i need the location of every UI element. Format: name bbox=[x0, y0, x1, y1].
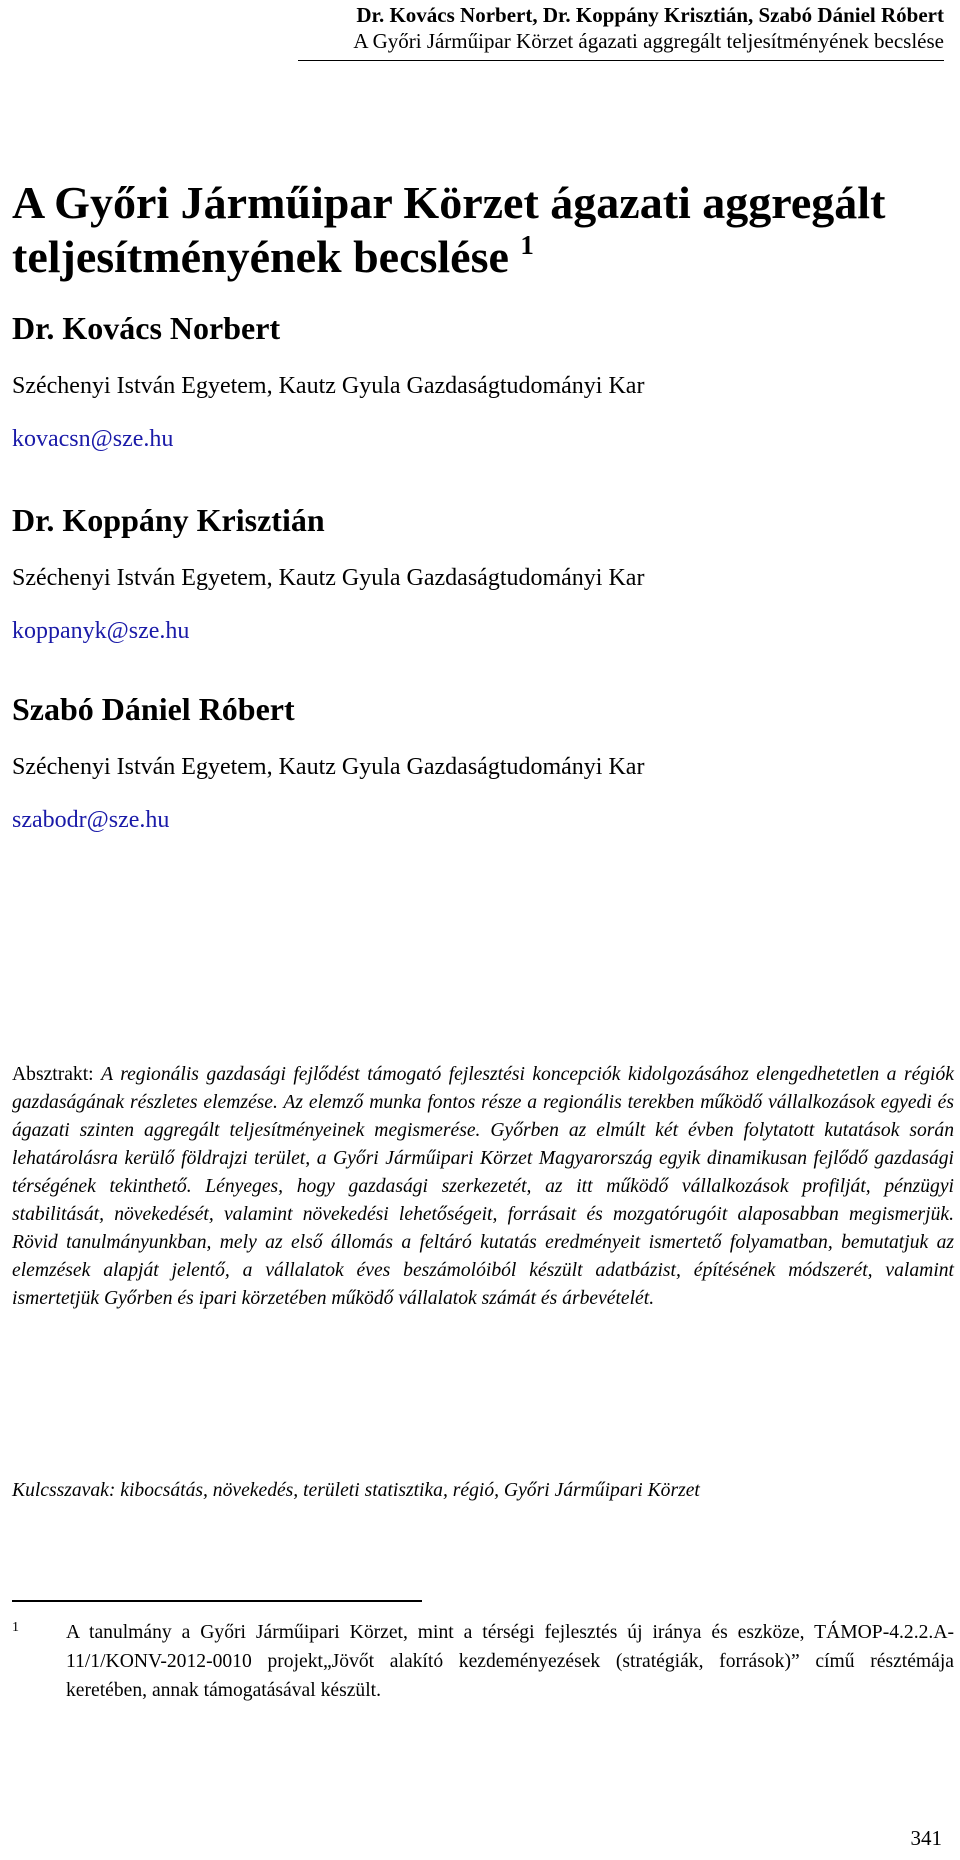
author-email-link[interactable]: kovacsn@sze.hu bbox=[12, 426, 174, 452]
running-header-authors: Dr. Kovács Norbert, Dr. Koppány Krisztián, Szabó Dániel Róbert bbox=[356, 3, 944, 27]
abstract bbox=[12, 1061, 954, 1313]
author-affiliation: Széchenyi István Egyetem, Kautz Gyula Gazdaságtudományi Kar bbox=[12, 373, 645, 399]
author-block-koppany bbox=[12, 500, 644, 646]
keywords: Kulcsszavak: kibocsátás, növekedés, területi statisztika, régió, Győri Járműipari Körzet bbox=[12, 1480, 700, 1501]
title-footnote-mark[interactable]: 1 bbox=[520, 230, 534, 260]
author-name: Dr. Kovács Norbert bbox=[12, 310, 281, 346]
paper-title bbox=[12, 176, 942, 284]
author-affiliation: Széchenyi István Egyetem, Kautz Gyula Gazdaságtudományi Kar bbox=[12, 565, 645, 591]
footnote-mark: 1 bbox=[12, 1620, 19, 1635]
author-affiliation: Széchenyi István Egyetem, Kautz Gyula Gazdaságtudományi Kar bbox=[12, 754, 645, 780]
author-email-link[interactable]: szabodr@sze.hu bbox=[12, 807, 170, 833]
running-header bbox=[353, 2, 944, 54]
running-header-title: A Győri Járműipar Körzet ágazati aggregált teljesítményének becslése bbox=[353, 29, 944, 53]
author-name: Dr. Koppány Krisztián bbox=[12, 502, 325, 538]
footnote-text: A tanulmány a Győri Járműipari Körzet, mint a térségi fejlesztés új iránya és eszköze, TÁMOP-4.2.2.A-11/1/KONV-2012-0010 projekt„Jövőt alakító kezdeményezések (stratégiák, források)” című résztémája keretében, annak támogatásával készült. bbox=[66, 1622, 954, 1701]
page-number: 341 bbox=[910, 1826, 942, 1850]
footnote-divider bbox=[12, 1600, 422, 1602]
paper-title-text: A Győri Járműipar Körzet ágazati aggregált teljesítményének becslése bbox=[12, 177, 886, 282]
footnote bbox=[12, 1618, 954, 1705]
author-email-link[interactable]: koppanyk@sze.hu bbox=[12, 618, 190, 644]
author-block-kovacs bbox=[12, 308, 644, 454]
abstract-label: Absztrakt: bbox=[12, 1064, 94, 1085]
header-divider bbox=[298, 60, 944, 61]
author-block-szabo bbox=[12, 689, 644, 835]
abstract-text: A regionális gazdasági fejlődést támogató fejlesztési koncepciók kidolgozásához elengedhetetlen a régiók gazdaságának részletes elemzése. Az elemző munka fontos része a regionális terekben működő vállalkozások egyedi és ágazati szinten aggregált teljesítményeinek megismerése. Győrben az elmúlt két évben folytatott kutatások során lehatárolásra kerülő földrajzi terület, a Győri Járműipari Körzet Magyarország egyik dinamikusan fejlődő gazdasági térségének tekinthető. Lényeges, hogy gazdasági szerkezetét, az itt működő vállalkozások profilját, pénzügyi stabilitását, növekedését, valamint növekedési lehetőségeit, forrásait és mozgatórugóit alaposabban megismerjük. Rövid tanulmányunkban, mely az első állomás a feltáró kutatás eredményeit ismertető folyamatban, bemutatjuk az elemzések alapját jelentő, a vállalatok éves beszámolóiból készült adatbázist, építésének módszerét, valamint ismertetjük Győrben és ipari körzetében működő vállalatok számát és árbevételét. bbox=[12, 1064, 954, 1309]
author-name: Szabó Dániel Róbert bbox=[12, 691, 295, 727]
